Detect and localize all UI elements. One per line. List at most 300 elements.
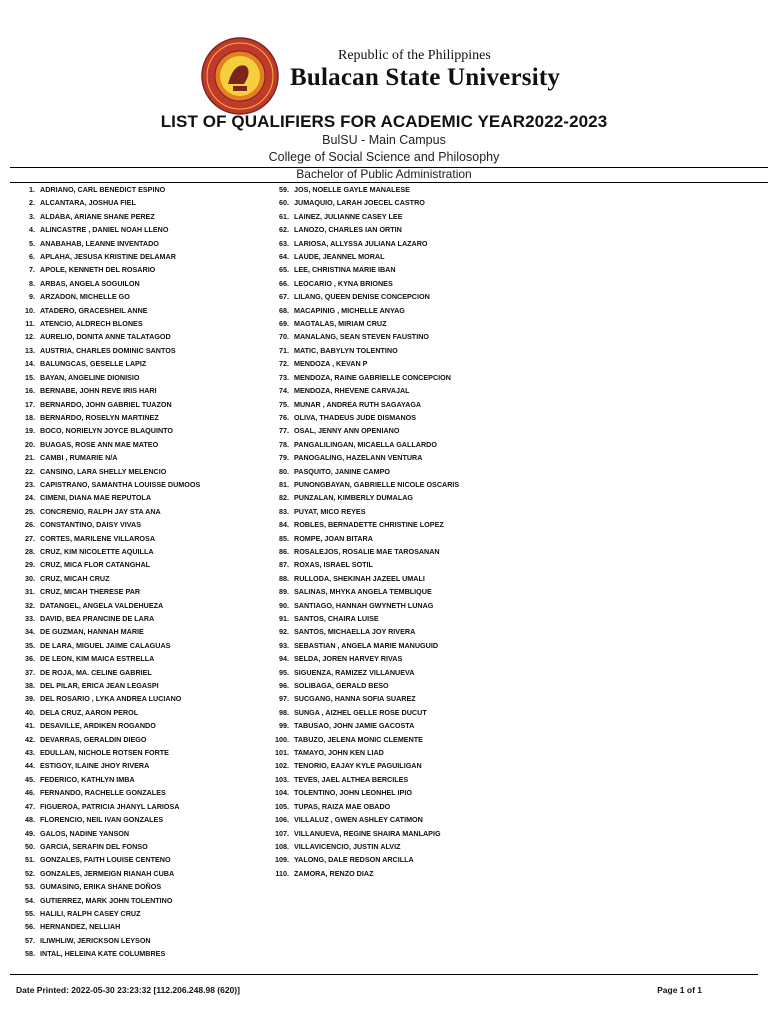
list-item-name: BUAGAS, ROSE ANN MAE MATEO [40,439,159,449]
list-item [270,183,540,196]
list-item-number: 104. [275,788,289,798]
document-title: LIST OF QUALIFIERS FOR ACADEMIC YEAR2022-2023 [160,112,608,131]
list-item [16,491,266,504]
list-item-name: BERNARDO, ROSELYN MARTINEZ [40,412,159,422]
list-item [270,773,540,786]
list-item-name: BALUNGCAS, GESELLE LAPIZ [40,359,147,369]
list-item [270,491,540,504]
list-item [16,398,266,411]
list-item-number: 28. [25,546,35,556]
list-item-name: ALDABA, ARIANE SHANE PEREZ [40,211,155,221]
list-item [270,532,540,545]
list-item-name: EDULLAN, NICHOLE ROTSEN FORTE [40,748,169,758]
list-item [270,317,540,330]
list-item-name: LEE, CHRISTINA MARIE IBAN [294,265,396,275]
list-item-number: 11. [25,319,35,329]
list-item-name: MAGTALAS, MIRIAM CRUZ [294,319,387,329]
list-item-name: SOLIBAGA, GERALD BESO [294,681,389,691]
list-item-name: ANABAHAB, LEANNE INVENTADO [40,238,159,248]
list-item [16,304,266,317]
list-item [270,277,540,290]
date-printed: Date Printed: 2022-05-30 23:23:32 [112.206.248.98 (620)] [16,985,240,995]
list-item [270,304,540,317]
list-item-name: CONSTANTINO, DAISY VIVAS [40,520,142,530]
list-item [16,666,266,679]
list-item-number: 56. [25,922,35,932]
list-item-name: DE LEON, KIM MAICA ESTRELLA [40,654,155,664]
list-item-number: 13. [25,345,35,355]
list-item [270,196,540,209]
list-item [16,907,266,920]
list-item [16,639,266,652]
list-item [270,746,540,759]
list-item-name: SIGUENZA, RAMIZEZ VILLANUEVA [294,667,415,677]
list-item-name: YALONG, DALE REDSON ARCILLA [294,855,414,865]
list-item [270,800,540,813]
list-item-number: 61. [279,211,289,221]
list-item-number: 98. [279,707,289,717]
list-item [270,599,540,612]
list-item [16,384,266,397]
list-item [270,585,540,598]
page-number: Page 1 of 1 [657,985,702,995]
list-item [270,478,540,491]
list-item [270,679,540,692]
list-item-number: 92. [279,627,289,637]
list-item-name: ATENCIO, ALDRECH BLONES [40,319,143,329]
list-item-number: 50. [25,841,35,851]
list-item-number: 94. [279,654,289,664]
list-item [270,813,540,826]
list-item [16,612,266,625]
list-item-number: 55. [25,908,35,918]
qualifiers-list-left [16,183,266,961]
list-item-name: TOLENTINO, JOHN LEONHEL IPIO [294,788,412,798]
list-item-number: 4. [29,225,35,235]
list-item-number: 3. [29,211,35,221]
list-item [16,411,266,424]
list-item-name: VILLALUZ , GWEN ASHLEY CATIMON [294,815,423,825]
list-item [16,210,266,223]
list-item-number: 79. [279,453,289,463]
list-item [270,330,540,343]
list-item [270,652,540,665]
list-item [270,759,540,772]
list-item-name: DEL ROSARIO , LYKA ANDREA LUCIANO [40,694,182,704]
list-item [16,558,266,571]
list-item-number: 46. [25,788,35,798]
list-item-name: PUNONGBAYAN, GABRIELLE NICOLE OSCARIS [294,479,460,489]
list-item-number: 57. [25,935,35,945]
list-item-number: 10. [25,305,35,315]
list-item-name: CAMBI , RUMARIE N/A [40,453,118,463]
list-item-number: 16. [25,386,35,396]
list-item-number: 65. [279,265,289,275]
list-item-name: CONCRENIO, RALPH JAY STA ANA [40,506,161,516]
list-item-name: LILANG, QUEEN DENISE CONCEPCION [294,292,430,302]
list-item [270,357,540,370]
program-name: Bachelor of Public Administration [296,167,472,181]
list-item-name: BOCO, NORIELYN JOYCE BLAQUINTO [40,426,173,436]
list-item-number: 42. [25,734,35,744]
qualifiers-list-right [270,183,540,880]
list-item [16,357,266,370]
list-item-name: SEBASTIAN , ANGELA MARIE MANUGUID [294,640,439,650]
list-item-number: 9. [29,292,35,302]
list-item [270,237,540,250]
list-item [270,545,540,558]
list-item [16,867,266,880]
list-item [16,317,266,330]
list-item-name: MATIC, BABYLYN TOLENTINO [294,345,398,355]
list-item [270,505,540,518]
list-item [16,706,266,719]
list-item [270,438,540,451]
list-item-name: SALINAS, MHYKA ANGELA TEMBLIQUE [294,587,432,597]
list-item-name: PANGALILINGAN, MICAELLA GALLARDO [294,439,437,449]
list-item-name: LARIOSA, ALLYSSA JULIANA LAZARO [294,238,428,248]
list-item [16,773,266,786]
list-item [270,210,540,223]
list-item-number: 47. [25,801,35,811]
list-item-number: 105. [275,801,289,811]
list-item [16,438,266,451]
list-item-number: 52. [25,868,35,878]
list-item-number: 84. [279,520,289,530]
university-seal-icon [200,36,280,116]
list-item-name: VILLANUEVA, REGINE SHAIRA MANLAPIG [294,828,441,838]
list-item-name: DE ROJA, MA. CELINE GABRIEL [40,667,152,677]
list-item [270,706,540,719]
list-item [16,532,266,545]
list-item [270,625,540,638]
list-item [16,424,266,437]
list-item-number: 93. [279,640,289,650]
list-item [270,411,540,424]
list-item-name: DEVARRAS, GERALDIN DIEGO [40,734,147,744]
list-item-number: 41. [25,721,35,731]
list-item [16,223,266,236]
list-item-number: 95. [279,667,289,677]
document-header [0,0,768,115]
list-item-number: 62. [279,225,289,235]
list-item [16,465,266,478]
list-item-name: DESAVILLE, ARDIKEN ROGANDO [40,721,156,731]
list-item-name: ADRIANO, CARL BENEDICT ESPINO [40,185,166,194]
list-item-number: 54. [25,895,35,905]
list-item-number: 82. [279,493,289,503]
list-item-name: LAINEZ, JULIANNE CASEY LEE [294,211,403,221]
list-item-name: OLIVA, THADEUS JUDE DISMANOS [294,412,417,422]
list-item-number: 101. [275,748,289,758]
list-item-name: ARBAS, ANGELA SOGUILON [40,278,140,288]
list-item [270,344,540,357]
list-item [270,719,540,732]
list-item-name: SANTOS, CHAIRA LUISE [294,614,379,623]
list-item-name: PANOGALING, HAZELANN VENTURA [294,453,423,463]
list-item [270,465,540,478]
list-item-name: GONZALES, JERMEIGN RIANAH CUBA [40,868,175,878]
list-item-number: 63. [279,238,289,248]
list-item [16,585,266,598]
list-item-number: 107. [275,828,289,838]
list-item-name: BERNABE, JOHN REVE IRIS HARI [40,386,157,396]
list-item-number: 45. [25,774,35,784]
list-item [16,692,266,705]
list-item-number: 23. [25,479,35,489]
list-item-number: 25. [25,506,35,516]
list-item [270,290,540,303]
list-item-number: 60. [279,198,289,208]
list-item-name: PUNZALAN, KIMBERLY DUMALAG [294,493,413,503]
list-item-number: 15. [25,372,35,382]
list-item [16,250,266,263]
list-item-number: 58. [25,949,35,959]
list-item-name: SUNGA , AIZHEL GELLE ROSE DUCUT [294,707,427,717]
list-item-name: FIGUEROA, PATRICIA JHANYL LARIOSA [40,801,180,811]
list-item-number: 75. [279,399,289,409]
list-item-name: GONZALES, FAITH LOUISE CENTENO [40,855,171,865]
list-item [16,813,266,826]
list-item-name: ARZADON, MICHELLE GO [40,292,130,302]
list-item-name: AURELIO, DONITA ANNE TALATAGOD [40,332,171,342]
list-item-number: 97. [279,694,289,704]
list-item-name: DELA CRUZ, AARON PEROL [40,707,139,717]
list-item-number: 53. [25,882,35,892]
list-item [16,518,266,531]
list-item-name: TENORIO, EAJAY KYLE PAGUILIGAN [294,761,422,771]
list-item-name: BERNARDO, JOHN GABRIEL TUAZON [40,399,172,409]
list-item-number: 99. [279,721,289,731]
list-item-number: 39. [25,694,35,704]
list-item-name: JUMAQUIO, LARAH JOECEL CASTRO [294,198,425,208]
list-item-number: 81. [279,479,289,489]
list-item [16,183,266,196]
list-item-name: AUSTRIA, CHARLES DOMINIC SANTOS [40,345,176,355]
list-item-number: 71. [279,345,289,355]
list-item-name: ROBLES, BERNADETTE CHRISTINE LOPEZ [294,520,444,530]
list-item-number: 73. [279,372,289,382]
list-item-name: INTAL, HELEINA KATE COLUMBRES [40,949,166,959]
list-item-number: 90. [279,600,289,610]
list-item [16,840,266,853]
list-item-number: 100. [275,734,289,744]
list-item-name: ESTIGOY, ILAINE JHOY RIVERA [40,761,150,771]
list-item [16,505,266,518]
list-item-name: RULLODA, SHEKINAH JAZEEL UMALI [294,573,425,583]
list-item [16,572,266,585]
list-item-name: FLORENCIO, NEIL IVAN GONZALES [40,815,164,825]
list-item-number: 30. [25,573,35,583]
list-item-number: 12. [25,332,35,342]
list-item-name: HERNANDEZ, NELLIAH [40,922,121,932]
list-item-name: ROXAS, ISRAEL SOTIL [294,560,373,570]
list-item-name: VILLAVICENCIO, JUSTIN ALVIZ [294,841,401,851]
list-item [16,263,266,276]
list-item-number: 14. [25,359,35,369]
list-item-number: 91. [279,614,289,623]
list-item-number: 74. [279,386,289,396]
footer-divider [10,974,758,975]
college-name: College of Social Science and Philosophy [268,150,500,164]
list-item-number: 85. [279,533,289,543]
list-item [16,759,266,772]
list-item-name: MENDOZA , KEVAN P [294,359,368,369]
list-item-number: 108. [275,841,289,851]
list-item [270,733,540,746]
list-item [270,384,540,397]
list-item-name: APLAHA, JESUSA KRISTINE DELAMAR [40,252,176,262]
list-item-number: 6. [29,252,35,262]
list-item-number: 89. [279,587,289,597]
list-item-name: CRUZ, MICAH THERESE PAR [40,587,141,597]
list-item-number: 5. [29,238,35,248]
list-item-name: ROMPE, JOAN BITARA [294,533,373,543]
list-item [270,786,540,799]
list-item-number: 66. [279,278,289,288]
list-item-name: SANTOS, MICHAELLA JOY RIVERA [294,627,416,637]
list-item-number: 2. [29,198,35,208]
list-item [270,572,540,585]
list-item [270,840,540,853]
list-item-name: LANOZO, CHARLES IAN ORTIN [294,225,402,235]
list-item-name: GUTIERREZ, MARK JOHN TOLENTINO [40,895,173,905]
republic-heading: Republic of the Philippines [338,48,491,63]
list-item [16,290,266,303]
university-name: Bulacan State University [290,64,561,91]
list-item-number: 76. [279,412,289,422]
list-item [270,424,540,437]
list-item-name: TUPAS, RAIZA MAE OBADO [294,801,391,811]
list-item-name: DE GUZMAN, HANNAH MARIE [40,627,144,637]
list-item-name: ILIWHLIW, JERICKSON LEYSON [40,935,151,945]
list-item-number: 17. [25,399,35,409]
list-item [270,518,540,531]
list-item-name: FEDERICO, KATHLYN IMBA [40,774,135,784]
list-item-name: SELDA, JOREN HARVEY RIVAS [294,654,403,664]
list-item-number: 8. [29,278,35,288]
list-item [16,237,266,250]
list-item [270,639,540,652]
list-item [270,666,540,679]
list-item-name: APOLE, KENNETH DEL ROSARIO [40,265,156,275]
list-item [270,853,540,866]
list-item-number: 88. [279,573,289,583]
list-item-number: 31. [25,587,35,597]
list-item-name: SANTIAGO, HANNAH GWYNETH LUNAG [294,600,434,610]
list-item [16,371,266,384]
list-item [16,853,266,866]
list-item [16,800,266,813]
list-item-number: 24. [25,493,35,503]
list-item-number: 48. [25,815,35,825]
list-item [16,880,266,893]
list-item-number: 96. [279,681,289,691]
list-item-number: 86. [279,546,289,556]
list-item-name: CIMENI, DIANA MAE REPUTOLA [40,493,152,503]
list-item-number: 20. [25,439,35,449]
list-item-number: 109. [275,855,289,865]
list-item [16,894,266,907]
list-item-number: 110. [275,868,289,878]
list-item-name: FERNANDO, RACHELLE GONZALES [40,788,166,798]
list-item-name: TAMAYO, JOHN KEN LIAD [294,748,384,758]
list-item-number: 21. [25,453,35,463]
list-item-number: 18. [25,412,35,422]
list-item [270,398,540,411]
list-item-name: CORTES, MARILENE VILLAROSA [40,533,156,543]
list-item-name: BAYAN, ANGELINE DIONISIO [40,372,140,382]
list-item-number: 7. [29,265,35,275]
list-item-number: 35. [25,640,35,650]
list-item [270,250,540,263]
list-item-name: LAUDE, JEANNEL MORAL [294,252,385,262]
list-item [16,545,266,558]
list-item-number: 69. [279,319,289,329]
list-item-number: 44. [25,761,35,771]
list-item [16,947,266,960]
list-item-number: 29. [25,560,35,570]
list-item-number: 27. [25,533,35,543]
list-item-name: CANSINO, LARA SHELLY MELENCIO [40,466,167,476]
list-item [16,719,266,732]
list-item [270,263,540,276]
list-item [270,371,540,384]
list-item-name: MACAPINIG , MICHELLE ANYAG [294,305,405,315]
list-item [16,746,266,759]
list-item-name: ROSALEJOS, ROSALIE MAE TAROSANAN [294,546,440,556]
list-item-name: CRUZ, KIM NICOLETTE AQUILLA [40,546,154,556]
list-item-name: GUMASING, ERIKA SHANE DOÑOS [40,882,162,892]
list-item-name: GALOS, NADINE YANSON [40,828,130,838]
list-item-number: 103. [275,774,289,784]
list-item-name: TABUZO, JELENA MONIC CLEMENTE [294,734,423,744]
list-item-name: DATANGEL, ANGELA VALDEHUEZA [40,600,164,610]
list-item-number: 68. [279,305,289,315]
list-item [16,786,266,799]
list-item-number: 49. [25,828,35,838]
list-item-number: 38. [25,681,35,691]
list-item-name: TABUSAO, JOHN JAMIE GACOSTA [294,721,415,731]
list-item-number: 51. [25,855,35,865]
list-item [270,612,540,625]
list-item-name: LEOCARIO , KYNA BRIONES [294,278,393,288]
list-item-name: OSAL, JENNY ANN OPENIANO [294,426,400,436]
list-item-name: DAVID, BEA PRANCINE DE LARA [40,614,155,623]
list-item-number: 106. [275,815,289,825]
list-item-name: MENDOZA, RAINE GABRIELLE CONCEPCION [294,372,451,382]
list-item-name: TEVES, JAEL ALTHEA BERCILES [294,774,409,784]
list-item [16,277,266,290]
list-item-number: 78. [279,439,289,449]
list-item-name: ALINCASTRE , DANIEL NOAH LLENO [40,225,169,235]
list-item-name: MENDOZA, RHEVENE CARVAJAL [294,386,410,396]
list-item [16,652,266,665]
list-item [16,679,266,692]
campus-name: BulSU - Main Campus [322,133,446,147]
list-item-name: MUNAR , ANDREA RUTH SAGAYAGA [294,399,422,409]
list-item [16,625,266,638]
list-item [16,330,266,343]
list-item-number: 87. [279,560,289,570]
list-item-number: 36. [25,654,35,664]
list-item [16,344,266,357]
list-item-number: 40. [25,707,35,717]
list-item-name: DEL PILAR, ERICA JEAN LEGASPI [40,681,159,691]
list-item [16,827,266,840]
list-item [16,599,266,612]
list-item [270,867,540,880]
